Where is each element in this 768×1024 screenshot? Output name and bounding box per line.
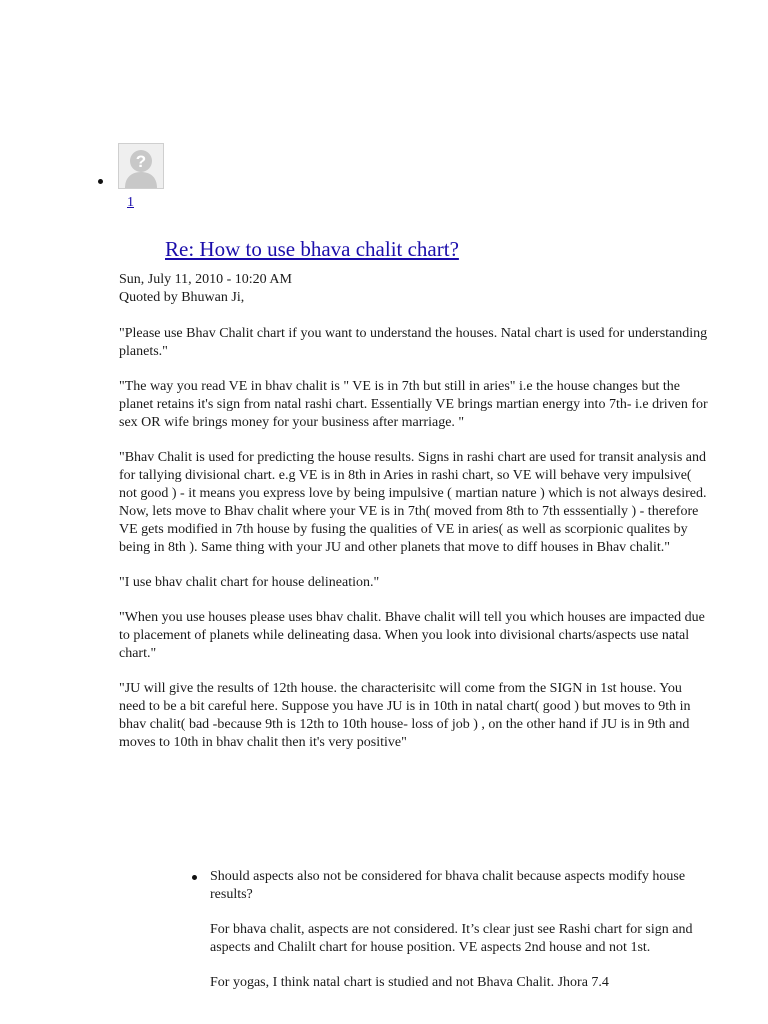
avatar[interactable] bbox=[118, 143, 164, 189]
reply-answer: For bhava chalit, aspects are not considered. It’s clear just see Rashi chart for sign and aspects and Chalilt chart for house position. VE aspects 2nd house and not 1st. bbox=[210, 922, 693, 955]
quote-paragraph: "Please use Bhav Chalit chart if you want to understand the houses. Natal chart is used for understanding planets." bbox=[119, 326, 708, 359]
post-body bbox=[119, 325, 709, 769]
author-post-count-link[interactable]: 1 bbox=[127, 195, 134, 210]
post-title-link[interactable]: Re: How to use bhava chalit chart? bbox=[165, 237, 459, 261]
reply-answer: For yogas, I think natal chart is studied and not Bhava Chalit. Jhora 7.4 bbox=[210, 975, 609, 990]
quote-paragraph: "When you use houses please uses bhav chalit. Bhave chalit will tell you which houses are impacted due to placement of planets while delineating dasa. When you look into divisional charts/aspects use natal chart." bbox=[119, 610, 705, 661]
author-block bbox=[98, 143, 178, 213]
post-meta bbox=[119, 271, 292, 307]
user-question-icon bbox=[119, 144, 163, 188]
reply-list bbox=[210, 868, 705, 1009]
quote-paragraph: "JU will give the results of 12th house. the characterisitc will come from the SIGN in 1st house. You need to be a bit careful here. Suppose you have JU is in 10th in natal chart( good ) but moves to 9th in bhav chalit( bad -because 9th is 12th to 10th house- loss of job ) , on the other hand if JU is in 9th and moves to 10th in bhav chalit then it's very positive" bbox=[119, 681, 691, 750]
quote-paragraph: "Bhav Chalit is used for predicting the house results. Signs in rashi chart are used for transit analysis and for tallying divisional chart. e.g VE is in 8th in Aries in rashi chart, so VE will behave very impulsive( not good ) - it means you express love by being impulsive ( martian nature ) which is not always desired. Now, lets move to Bhav chalit where your VE is in 7th( moved from 8th to 7th esssentially ) - therefore VE gets modified in 7th house by fusing the qualities of VE in aries( as well as scorpionic qualites by being in 8th ). Same thing with your JU and other planets that move to diff houses in Bhav chalit." bbox=[119, 450, 707, 555]
quote-paragraph: "I use bhav chalit chart for house delineation." bbox=[119, 575, 380, 590]
svg-text:?: ? bbox=[135, 152, 147, 171]
list-item bbox=[210, 868, 705, 992]
quoted-by: Quoted by Bhuwan Ji, bbox=[119, 290, 245, 305]
list-bullet bbox=[98, 179, 103, 184]
list-bullet bbox=[192, 875, 197, 880]
post-date: Sun, July 11, 2010 - 10:20 AM bbox=[119, 272, 292, 287]
quote-paragraph: "The way you read VE in bhav chalit is " VE is in 7th but still in aries" i.e the house changes but the planet retains it's sign from natal rashi chart. Essentially VE brings martian energy into 7th- i.e driven for sex OR wife brings money for your business after marriage. " bbox=[119, 379, 708, 430]
reply-question: Should aspects also not be considered for bhava chalit because aspects modify house results? bbox=[210, 869, 686, 902]
